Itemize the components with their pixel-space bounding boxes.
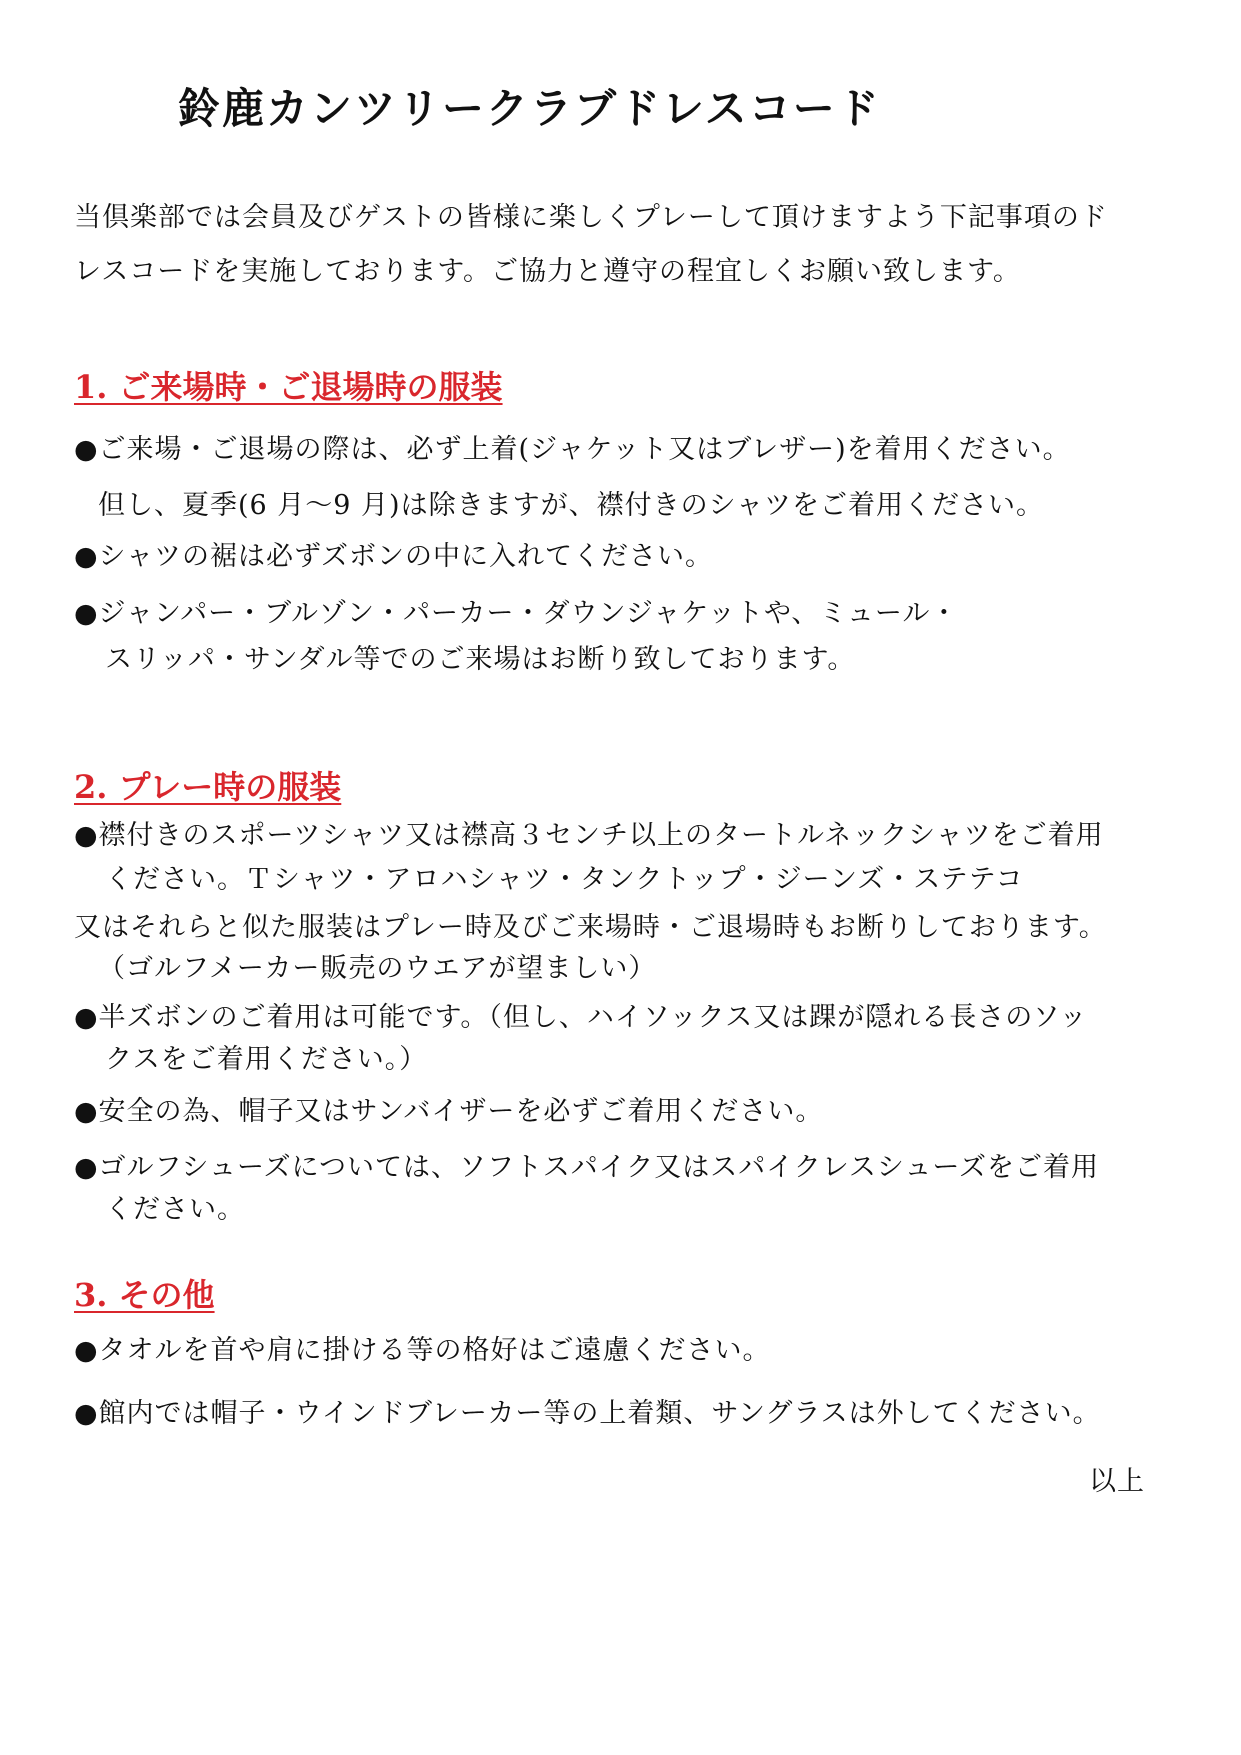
intro-line-2: レスコードを実施しております。ご協力と遵守の程宜しくお願い致します。 — [74, 256, 1021, 287]
section-1-line-2: 但し、夏季(6 月～9 月)は除きますが、襟付きのシャツをご着用ください。 — [98, 490, 1045, 521]
section-3-line-1: ●タオルを首や肩に掛ける等の格好はご遠慮ください。 — [74, 1335, 771, 1366]
section-2-line-2: ください。Ｔシャツ・アロハシャツ・タンクトップ・ジーンズ・ステテコ — [105, 864, 1024, 895]
section-2-heading: 2. プレー時の服装 — [74, 768, 342, 806]
section-2-line-5: ●半ズボンのご着用は可能です。（但し、ハイソックス又は踝が隠れる長さのソッ — [74, 1002, 1088, 1033]
section-2-line-3: 又はそれらと似た服装はプレー時及びご来場時・ご退場時もお断りしております。 — [74, 912, 1107, 943]
section-3-heading: 3. その他 — [74, 1276, 215, 1314]
section-2-line-8: ●ゴルフシューズについては、ソフトスパイク又はスパイクレスシューズをご着用 — [74, 1152, 1099, 1183]
section-2-line-4: （ゴルフメーカー販売のウエアが望ましい） — [98, 953, 657, 984]
section-1-line-1: ●ご来場・ご退場の際は、必ず上着(ジャケット又はブレザー)を着用ください。 — [74, 434, 1071, 465]
closing-mark: 以上 — [1089, 1466, 1145, 1497]
section-2-line-9: ください。 — [105, 1194, 245, 1225]
section-1-line-5: スリッパ・サンダル等でのご来場はお断り致しております。 — [105, 644, 856, 675]
intro-line-1: 当倶楽部では会員及びゲストの皆様に楽しくプレーして頂けますよう下記事項のド — [74, 202, 1108, 233]
section-1-line-3: ●シャツの裾は必ずズボンの中に入れてください。 — [74, 541, 713, 572]
page-title: 鈴鹿カンツリークラブドレスコード — [178, 84, 881, 133]
section-3-line-2: ●館内では帽子・ウインドブレーカー等の上着類、サングラスは外してください。 — [74, 1398, 1101, 1429]
section-2-line-7: ●安全の為、帽子又はサンバイザーを必ずご着用ください。 — [74, 1096, 824, 1127]
section-2-line-6: クスをご着用ください。） — [105, 1044, 428, 1075]
section-2-line-1: ●襟付きのスポーツシャツ又は襟高３センチ以上のタートルネックシャツをご着用 — [74, 820, 1104, 851]
section-1-heading: 1. ご来場時・ご退場時の服装 — [74, 368, 503, 406]
section-1-line-4: ●ジャンパー・ブルゾン・パーカー・ダウンジャケットや、ミュール・ — [74, 598, 959, 629]
